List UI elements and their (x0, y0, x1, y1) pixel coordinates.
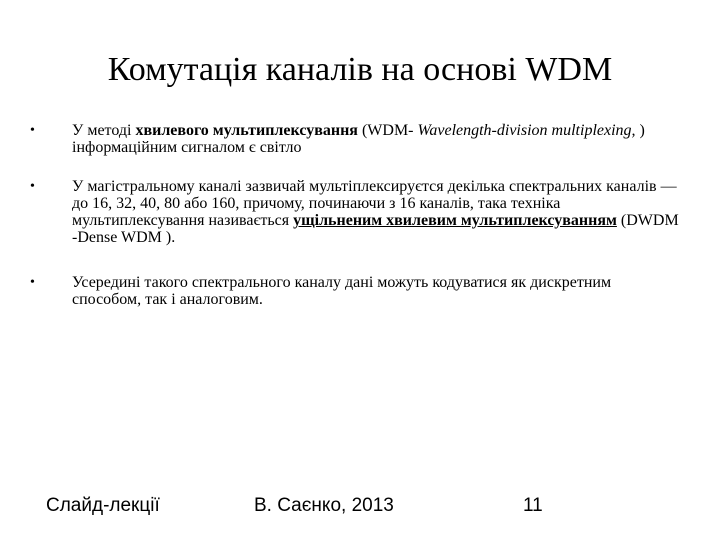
bullet-1-text-1: У методі (72, 122, 136, 139)
bullet-marker: • (30, 123, 35, 138)
bullet-list (30, 122, 680, 331)
bullet-1-text-3: ) інформаційним сигналом є світло (72, 122, 645, 156)
bullet-2-text-1: У магістральному каналі зазвичай мультіплексируєтся декілька спектральних каналів — до 16, 32, 40, 80 або 160, причому, починаючи з 16 каналів, така техніка мультиплексування називається (72, 178, 677, 229)
footer-course-label: Слайд-лекції (46, 495, 160, 516)
bullet-marker: • (30, 275, 35, 290)
footer-author: В. Саєнко, 2013 (254, 495, 394, 516)
bullet-1-term-wdm: хвилевого мультиплексування (135, 122, 358, 139)
bullet-item-1 (30, 122, 680, 156)
bullet-2-term-dwdm: ущільненим хвилевим мультиплексуванням (293, 212, 617, 229)
bullet-1-text-2: (WDM- (357, 122, 418, 139)
bullet-2-text-2: (DWDM -Dense WDM ). (72, 212, 679, 246)
bullet-3-text: Усередині такого спектрального каналу дані можуть кодуватися як дискретним способом, так і аналоговим. (72, 274, 612, 308)
bullet-marker: • (30, 179, 35, 194)
bullet-item-2 (30, 178, 680, 246)
page-number: 11 (523, 495, 543, 516)
bullet-item-3 (30, 274, 680, 308)
slide-title: Комутація каналів на основі WDM (107, 51, 613, 88)
bullet-1-english-term: Wavelength-division multiplexing, (417, 122, 640, 139)
